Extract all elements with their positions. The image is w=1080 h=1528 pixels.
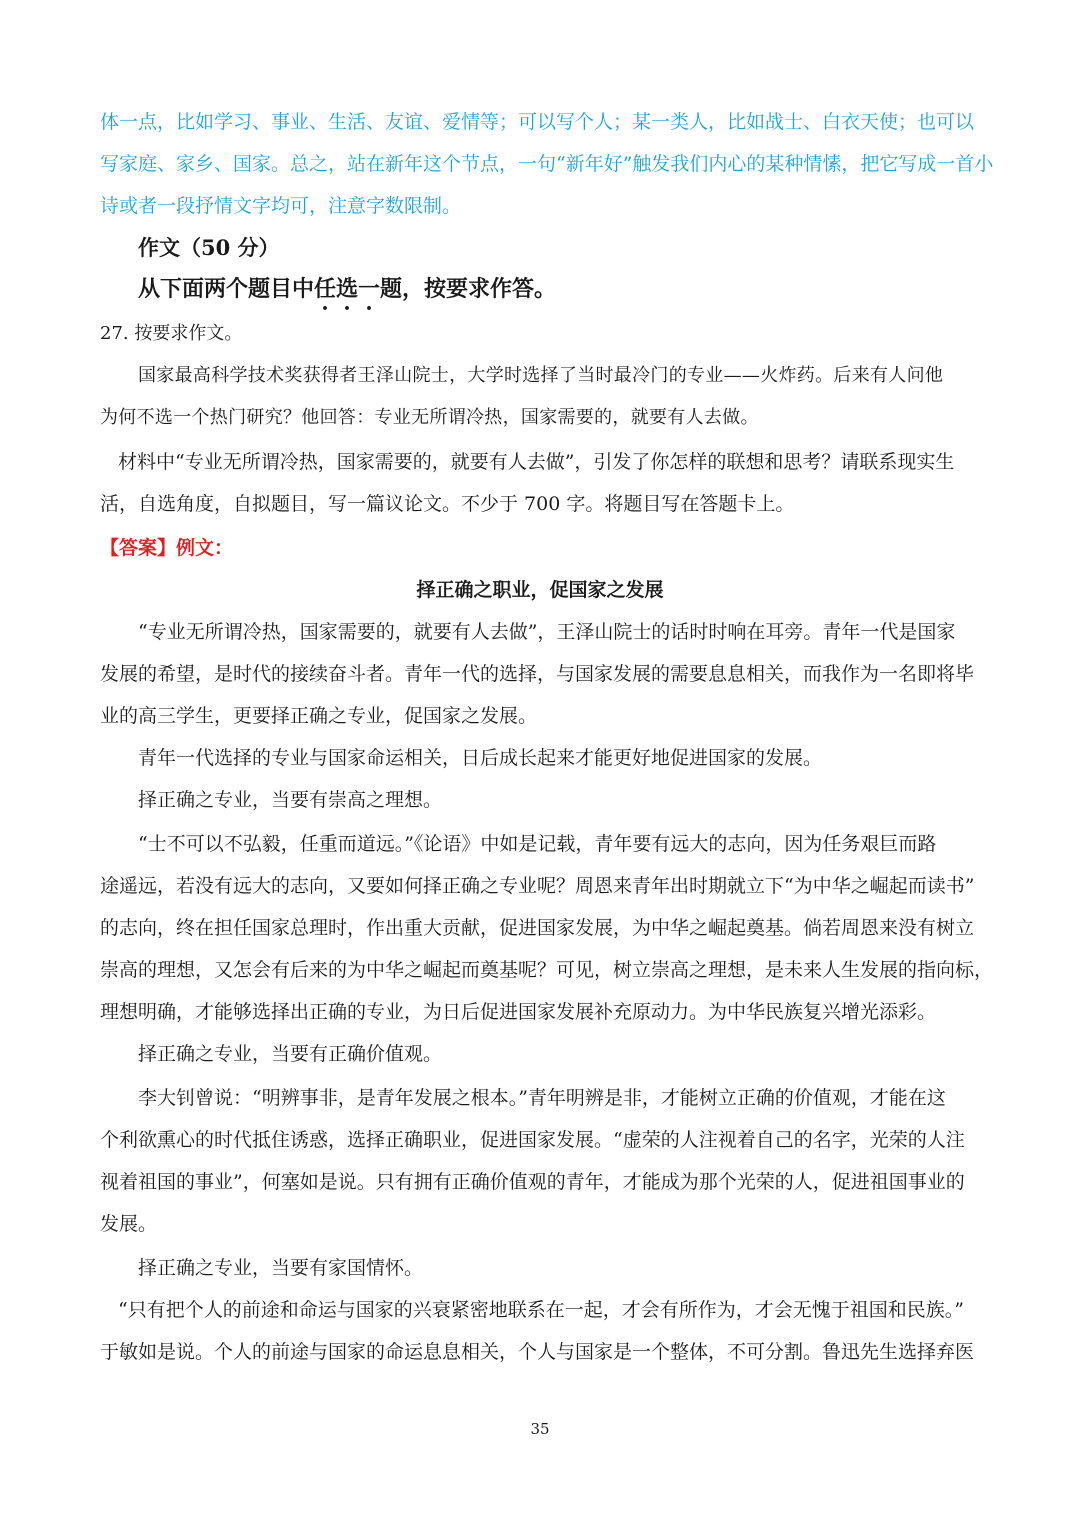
essay-line-5: 择正确之专业，当要有崇高之理想。 [138, 789, 443, 811]
page-number: 35 [530, 1420, 550, 1438]
essay-line-3: 业的高三学生，更要择正确之专业，促国家之发展。 [100, 705, 538, 727]
instruction-after: 题，按要求作答。 [380, 276, 557, 302]
essay-line-8: 的志向，终在担任国家总理时，作出重大贡献，促进国家发展，为中华之崛起奠基。倘若周恩来没有树立 [100, 917, 975, 939]
essay-line-12: 李大钊曾说：“明辨事非，是青年发展之根本。”青年明辨是非，才能树立正确的价值观，才能在这 [138, 1087, 946, 1109]
essay-line-2: 发展的希望，是时代的接续奋斗者。青年一代的选择，与国家发展的需要息息相关，而我作为一名即将毕 [100, 663, 975, 685]
answer-label: 【答案】例文： [100, 537, 234, 559]
essay-line-10: 理想明确，才能够选择出正确的专业，为日后促进国家发展补充原动力。为中华民族复兴增光添彩。 [100, 1001, 937, 1023]
intro-line-1: 体一点，比如学习、事业、生活、友谊、爱情等；可以写个人；某一类人，比如战士、白衣天使；也可以 [100, 111, 975, 133]
section-title: 作文（50 分） [138, 235, 280, 260]
instruction-before: 从下面两个题目中 [138, 276, 315, 302]
essay-line-6: “士不可以不弘毅，任重而道远。”《论语》中如是记载，青年要有远大的志向，因为任务艰巨而路 [138, 833, 937, 855]
instruction [138, 276, 556, 315]
essay-line-18: 于敏如是说。个人的前途与国家的命运息息相关，个人与国家是一个整体，不可分割。鲁迅先生选择弃医 [100, 1341, 975, 1363]
essay-line-1: “专业无所谓冷热，国家需要的，就要有人去做”，王泽山院士的话时时响在耳旁。青年一代是国家 [138, 621, 956, 643]
essay-line-11: 择正确之专业，当要有正确价值观。 [138, 1043, 443, 1065]
essay-line-4: 青年一代选择的专业与国家命运相关，日后成长起来才能更好地促进国家的发展。 [138, 747, 823, 769]
intro-line-3: 诗或者一段抒情文字均可，注意字数限制。 [100, 195, 462, 217]
instruction-emphasis: 任选一 [314, 276, 381, 302]
material-line-1: 国家最高科学技术奖获得者王泽山院士，大学时选择了当时最冷门的专业——火炸药。后来有人问他 [138, 365, 944, 386]
prompt-line-2: 活，自选角度，自拟题目，写一篇议论文。不少于 700 字。将题目写在答题卡上。 [100, 493, 795, 515]
essay-title: 择正确之职业，促国家之发展 [416, 579, 664, 601]
prompt-line-1: 材料中“专业无所谓冷热，国家需要的，就要有人去做”，引发了你怎样的联想和思考？请联系现实生 [118, 451, 955, 473]
material-line-2: 为何不选一个热门研究？他回答：专业无所谓冷热，国家需要的，就要有人去做。 [100, 407, 759, 428]
essay-line-16: 择正确之专业，当要有家国情怀。 [138, 1257, 424, 1279]
essay-line-17: “只有把个人的前途和命运与国家的兴衰紧密地联系在一起，才会有所作为，才会无愧于祖国和民族。” [118, 1299, 964, 1321]
essay-line-13: 个利欲熏心的时代抵住诱惑，选择正确职业，促进国家发展。“虚荣的人注视着自己的名字，光荣的人注 [100, 1129, 965, 1151]
intro-line-2: 写家庭、家乡、国家。总之，站在新年这个节点，一句“新年好”触发我们内心的某种情愫，把它写成一首小 [100, 153, 994, 175]
essay-line-9: 崇高的理想，又怎会有后来的为中华之崛起而奠基呢？可见，树立崇高之理想，是未来人生发展的指向标， [100, 959, 994, 981]
essay-line-14: 视着祖国的事业”，何塞如是说。只有拥有正确价值观的青年，才能成为那个光荣的人，促进祖国事业的 [100, 1171, 965, 1193]
essay-line-15: 发展。 [100, 1213, 158, 1235]
essay-line-7: 途遥远，若没有远大的志向，又要如何择正确之专业呢？周恩来青年出时期就立下“为中华之崛起而读书” [100, 875, 975, 897]
question-number: 27. 按要求作文。 [100, 323, 243, 344]
